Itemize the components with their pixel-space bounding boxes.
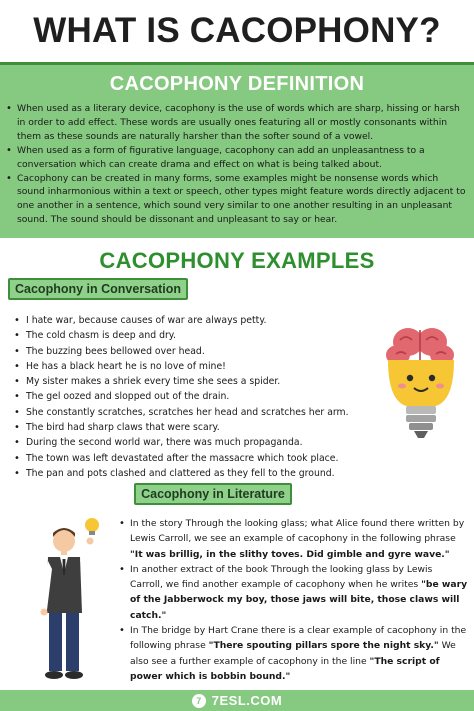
list-item: • The buzzing bees bellowed over head.: [12, 344, 372, 359]
examples-section: [0, 238, 474, 690]
list-item: • The cold chasm is deep and dry.: [12, 328, 372, 343]
brain-lightbulb-illustration: [378, 322, 464, 442]
list-item: • The town was left devastated after the massacre which took place.: [12, 451, 372, 466]
list-item: [118, 516, 468, 562]
footer: [0, 690, 474, 711]
list-item: • During the second world war, there was much propaganda.: [12, 435, 372, 450]
literature-quote: "The script of power which is bobbin bound.": [130, 655, 440, 682]
literature-quote: "There spouting pillars spore the night sky.": [208, 640, 439, 652]
list-item: • The pan and pots clashed and clattered as they fell to the ground.: [12, 466, 372, 481]
brain-icon: [386, 328, 454, 365]
teacher-illustration: [34, 513, 116, 685]
list-item: • My sister makes a shriek every time she sees a spider.: [12, 374, 372, 389]
examples-heading: CACOPHONY EXAMPLES: [99, 248, 375, 273]
idea-bulb-icon: [85, 518, 99, 535]
lightbulb-icon: [388, 360, 454, 438]
literature-quote: "It was brillig, in the slithy toves. Did gimble and gyre wave.": [130, 548, 450, 560]
literature-text: In the story Through the looking glass; what Alice found there written by Lewis Carroll, we see an example of cacophony in the following phrase: [130, 518, 465, 545]
definition-item: • When used as a form of figurative language, cacophony can add an unpleasantness to a conversation which can create drama and effect on what is being talked about.: [6, 144, 468, 172]
footer-logo-text[interactable]: 7ESL.COM: [211, 693, 283, 708]
definition-heading: CACOPHONY DEFINITION: [109, 73, 365, 95]
list-item: • He has a black heart he is no love of mine!: [12, 359, 372, 374]
literature-list: [118, 516, 468, 684]
list-item: • The bird had sharp claws that were scary.: [12, 420, 372, 435]
list-item: • I hate war, because causes of war are always petty.: [12, 313, 372, 328]
list-item: [118, 562, 468, 623]
literature-quote: "be wary of the Jabberwock my boy, those jaws will bite, those claws will catch.": [130, 579, 468, 621]
conversation-label: Cacophony in Conversation: [8, 278, 188, 300]
definition-item: • When used as a literary device, cacophony is the use of words which are sharp, hissing or harsh in order to add effect. These words are usually ones featuring all or mostly consonants within them as these sounds are naturally harsher than the softer sound of a vowel.: [6, 102, 468, 144]
list-item: • The gel oozed and slopped out of the drain.: [12, 389, 372, 404]
definition-item: • Cacophony can be created in many forms, some examples might be nonsense words which sound inharmonious within a text or speech, other types might feature words directly adjacent to one another in a sentence, which sound very similar to one another resulting in an unpleasant sound. The sound should be dissonant and unpleasant to say or hear.: [6, 172, 468, 228]
definition-heading-wrap: [0, 73, 474, 96]
page-title: WHAT IS CACOPHONY?: [33, 11, 441, 50]
literature-text: We also see a further example of cacophony in the line: [130, 640, 456, 667]
literature-text: In The bridge by Hart Crane there is a clear example of cacophony in the following phrase: [130, 625, 467, 652]
literature-label: Cacophony in Literature: [134, 483, 292, 505]
conversation-list: [12, 313, 372, 481]
definition-section: [0, 62, 474, 238]
logo-icon: 7: [192, 694, 206, 708]
definition-list: [6, 102, 468, 227]
literature-text: In another extract of the book Through the looking glass by Lewis Carroll, we find another example of cacophony when he writes: [130, 563, 433, 591]
list-item: • She constantly scratches, scratches her head and scratches her arm.: [12, 405, 372, 420]
list-item: [118, 623, 468, 684]
title-bar: [0, 0, 474, 62]
